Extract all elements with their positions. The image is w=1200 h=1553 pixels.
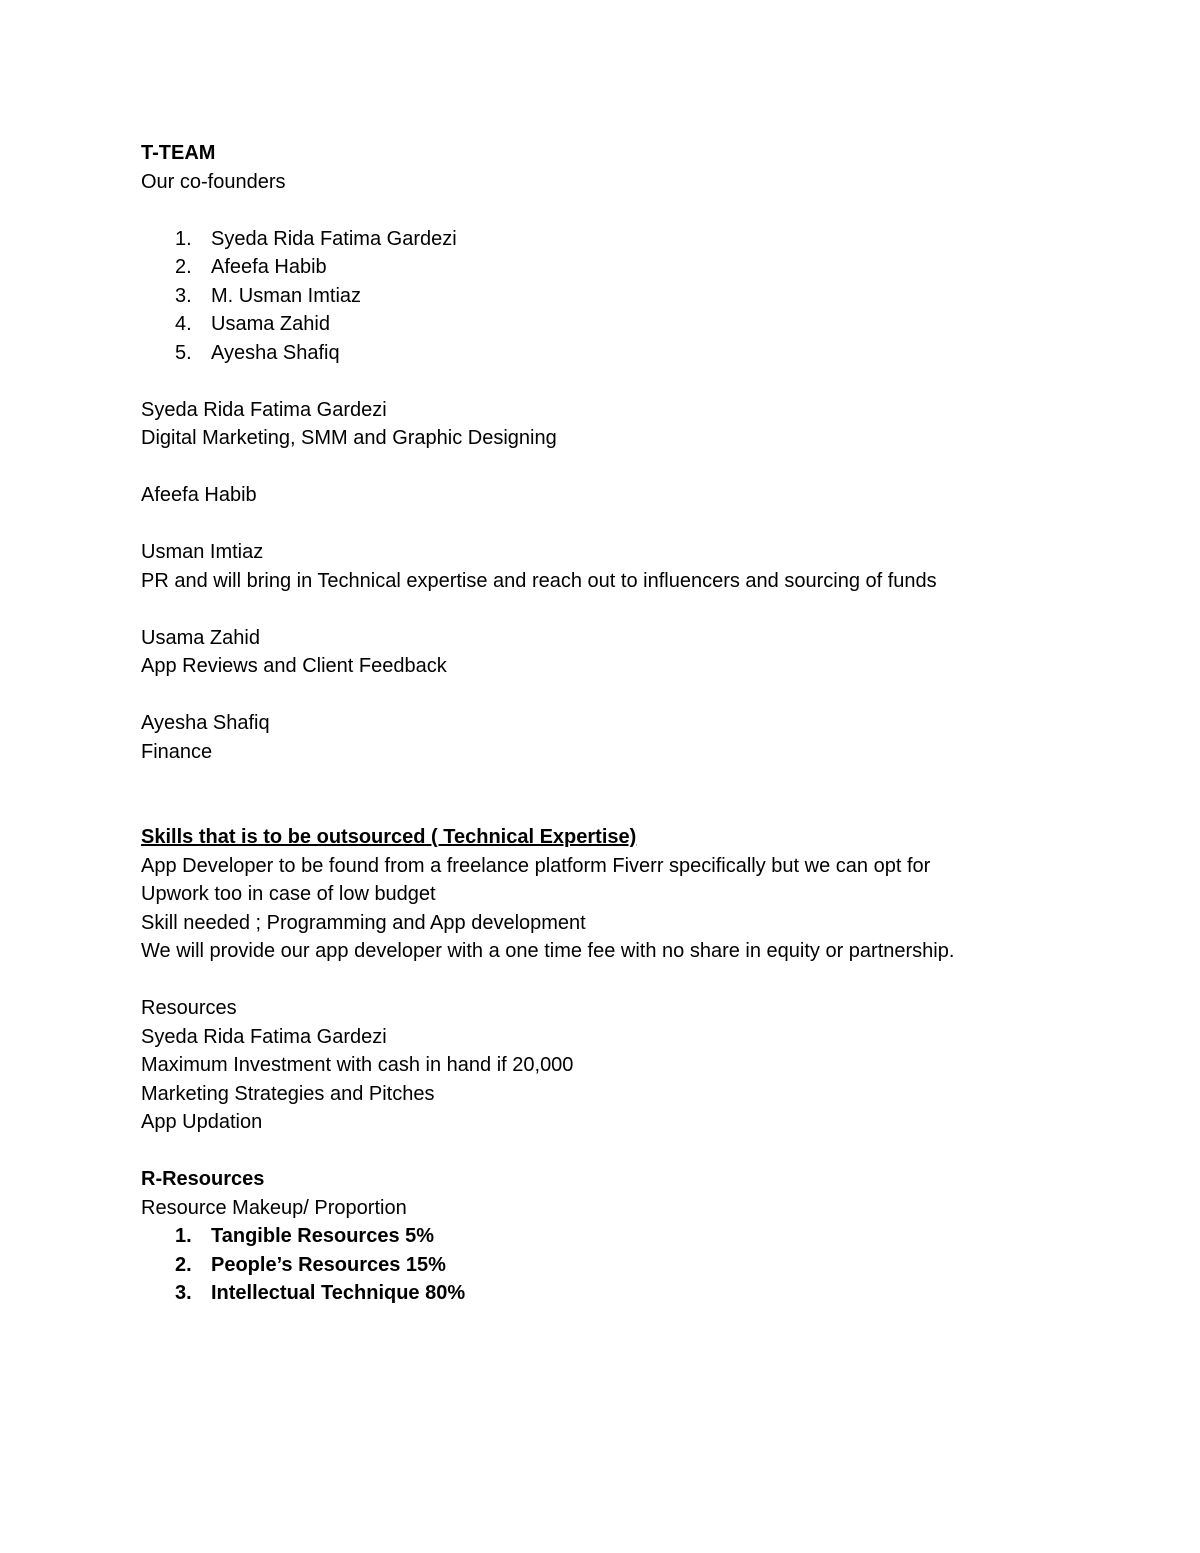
role-name: Afeefa Habib (141, 484, 257, 506)
list-item-text: Ayesha Shafiq (211, 341, 340, 364)
blank-line (141, 595, 1081, 624)
list-number: 2. (175, 1253, 192, 1276)
role-description: Digital Marketing, SMM and Graphic Designing (141, 427, 557, 449)
list-number: 1. (175, 1225, 192, 1247)
role-name: Usman Imtiaz (141, 541, 264, 563)
list-item (141, 1251, 1081, 1280)
list-item (141, 1279, 1081, 1308)
section-heading-team: T-TEAM (141, 142, 216, 164)
outsourced-line: App Developer to be found from a freelance platform Fiverr specifically but we can opt for (141, 854, 931, 877)
document-page (141, 139, 1081, 1308)
blank-line (141, 966, 1081, 995)
outsourced-line: We will provide our app developer with a one time fee with no share in equity or partnership. (141, 940, 955, 962)
resources-line: Marketing Strategies and Pitches (141, 1082, 435, 1105)
role-description: App Reviews and Client Feedback (141, 655, 447, 677)
resource-proportion-list (141, 1222, 1081, 1308)
blank-line (141, 367, 1081, 396)
list-item-text: People’s Resources 15% (211, 1253, 446, 1276)
list-item (141, 1222, 1081, 1251)
list-number: 1. (175, 227, 192, 250)
blank-line (141, 766, 1081, 795)
list-number: 4. (175, 313, 192, 335)
list-item (141, 225, 1081, 254)
blank-line (141, 453, 1081, 482)
list-item (141, 282, 1081, 311)
role-description: PR and will bring in Technical expertise and reach out to influencers and sourcing of funds (141, 569, 937, 592)
outsourced-line: Skill needed ; Programming and App development (141, 911, 586, 934)
list-number: 3. (175, 1282, 192, 1304)
outsourced-heading: Skills that is to be outsourced ( Technical Expertise) (141, 826, 637, 848)
resources-subheading: Resource Makeup/ Proportion (141, 1196, 407, 1219)
blank-line (141, 681, 1081, 710)
list-item-text: Usama Zahid (211, 313, 330, 335)
blank-line (141, 795, 1081, 824)
list-item-text: Tangible Resources 5% (211, 1225, 435, 1247)
list-number: 3. (175, 284, 192, 307)
outsourced-line: Upwork too in case of low budget (141, 883, 436, 905)
list-item (141, 253, 1081, 282)
resources-line: Syeda Rida Fatima Gardezi (141, 1025, 387, 1048)
list-item (141, 310, 1081, 339)
resources-line: Maximum Investment with cash in hand if 20,000 (141, 1054, 574, 1076)
role-description: Finance (141, 740, 213, 763)
list-item-text: M. Usman Imtiaz (211, 284, 362, 307)
role-name: Usama Zahid (141, 626, 260, 649)
list-item-text: Syeda Rida Fatima Gardezi (211, 227, 457, 250)
blank-line (141, 1137, 1081, 1166)
list-item-text: Afeefa Habib (211, 256, 327, 278)
blank-line (141, 510, 1081, 539)
resources-line: Resources (141, 997, 237, 1019)
resources-line: App Updation (141, 1111, 263, 1133)
section-heading-resources: R-Resources (141, 1168, 265, 1190)
role-name: Ayesha Shafiq (141, 712, 270, 734)
blank-line (141, 196, 1081, 225)
list-item-text: Intellectual Technique 80% (211, 1282, 466, 1304)
cofounders-intro: Our co-founders (141, 170, 286, 193)
list-number: 2. (175, 256, 192, 278)
list-item (141, 339, 1081, 368)
role-name: Syeda Rida Fatima Gardezi (141, 398, 387, 421)
cofounders-list (141, 225, 1081, 368)
list-number: 5. (175, 341, 192, 364)
